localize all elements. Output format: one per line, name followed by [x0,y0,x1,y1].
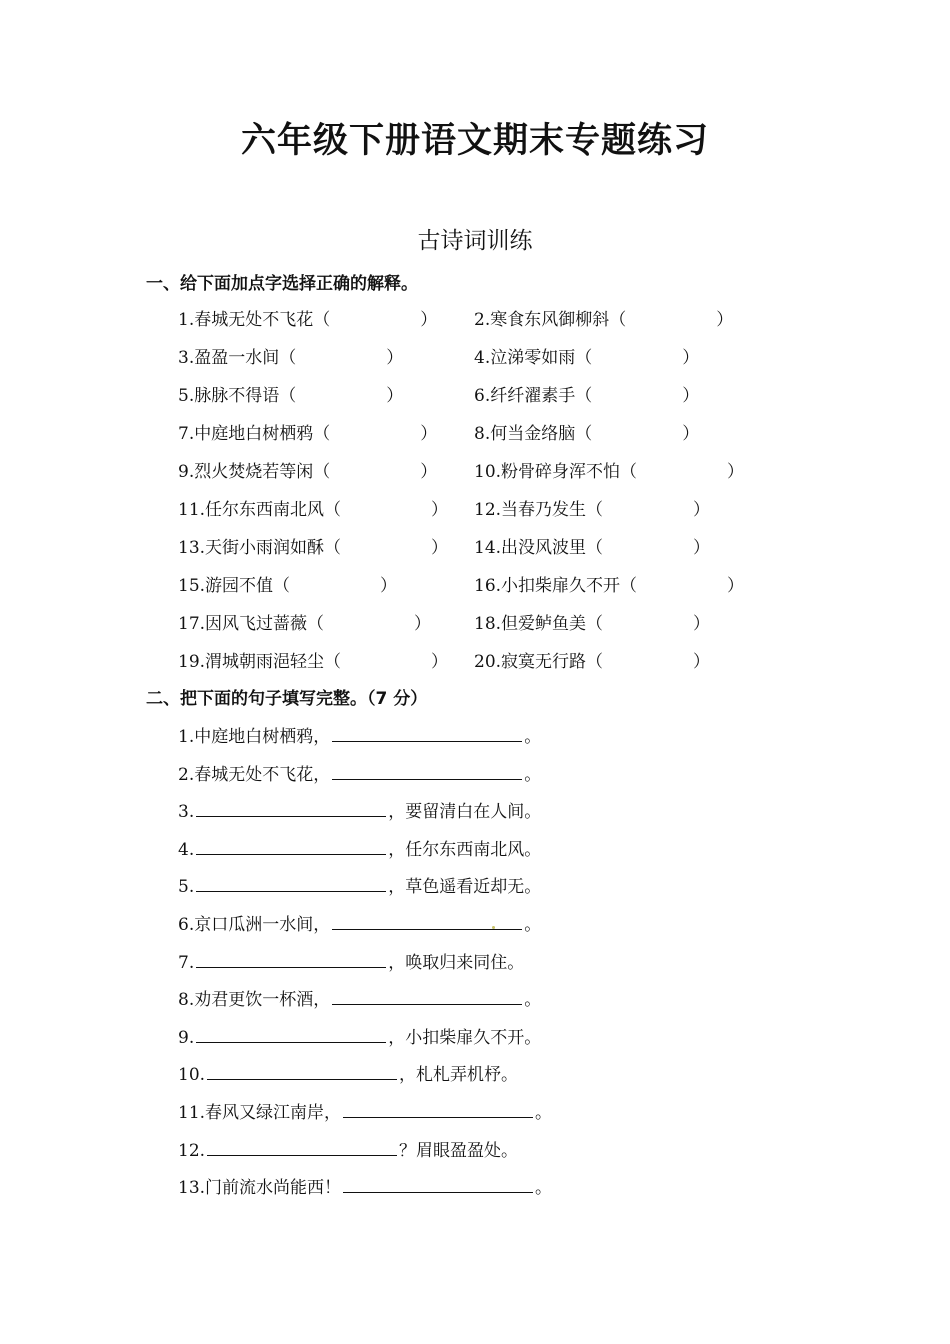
gloss-item-text: 19.渭城朝雨浥轻尘（ [178,652,342,672]
fill-blank[interactable] [332,723,522,742]
gloss-item-close: ） [682,386,700,406]
gloss-item-close: ） [431,538,449,558]
fill-item-after: 。 [524,990,542,1010]
fill-item-after: ，唤取归来同住。 [388,953,525,973]
fill-item-before: 12. [178,1141,206,1161]
gloss-item-close: ） [693,538,711,558]
gloss-item [474,535,710,561]
section1-heading: 一、给下面加点字选择正确的解释。 [146,274,418,294]
gloss-item-text: 8.何当金络脑（ [474,424,593,444]
fill-item [178,761,541,788]
fill-item-before: 11.春风又绿江南岸， [178,1103,342,1123]
fill-item-before: 13.门前流水尚能西！ [178,1178,342,1198]
gloss-item [474,345,699,371]
gloss-item-close: ） [682,348,700,368]
gloss-item-text: 1.春城无处不飞花（ [178,310,331,330]
gloss-item-close: ） [727,576,745,596]
gloss-item-close: ） [431,652,449,672]
gloss-item [178,307,437,333]
page-subtitle: 古诗词训练 [417,228,533,254]
fill-blank[interactable] [196,1024,386,1043]
gloss-item-text: 7.中庭地白树栖鸦（ [178,424,331,444]
fill-blank[interactable] [196,873,386,892]
gloss-item [178,421,437,447]
fill-blank[interactable] [196,949,386,968]
fill-item [178,911,541,938]
gloss-item-close: ） [693,500,711,520]
gloss-item-close: ） [420,310,438,330]
gloss-item [474,649,710,675]
fill-item-before: 7. [178,953,195,973]
gloss-item-close: ） [716,310,734,330]
gloss-item-close: ） [431,500,449,520]
section2-heading: 二、把下面的句子填写完整。（7 分） [146,689,428,709]
gloss-item [178,573,397,599]
fill-item [178,723,541,750]
fill-blank[interactable] [332,986,522,1005]
fill-item-after: ，任尔东西南北风。 [388,840,542,860]
gloss-item [178,383,403,409]
fill-item-after: 。 [535,1178,553,1198]
gloss-item [474,497,710,523]
stray-mark [492,926,495,929]
gloss-item-close: ） [693,614,711,634]
fill-item-before: 6.京口瓜洲一水间， [178,915,331,935]
fill-item-before: 9. [178,1028,195,1048]
gloss-item-text: 17.因风飞过蔷薇（ [178,614,325,634]
gloss-item [474,421,699,447]
fill-item-after: ，小扣柴扉久不开。 [388,1028,542,1048]
fill-item [178,1061,518,1088]
fill-item-before: 2.春城无处不飞花， [178,765,331,785]
fill-item-after: 。 [524,915,542,935]
gloss-item [474,459,744,485]
gloss-item-text: 6.纤纤濯素手（ [474,386,593,406]
gloss-item [474,573,744,599]
fill-item-after: 。 [535,1103,553,1123]
gloss-item [474,307,733,333]
fill-item [178,836,541,863]
gloss-item-text: 15.游园不值（ [178,576,291,596]
gloss-item-text: 14.出没风波里（ [474,538,604,558]
fill-item [178,798,541,825]
gloss-item-text: 2.寒食东风御柳斜（ [474,310,627,330]
fill-item [178,1137,518,1164]
fill-item [178,1024,541,1051]
gloss-item [474,383,699,409]
gloss-item [178,497,448,523]
fill-item [178,1174,552,1201]
fill-item-after: 。 [524,727,542,747]
fill-blank[interactable] [332,761,522,780]
fill-item-before: 3. [178,802,195,822]
gloss-item-close: ） [414,614,432,634]
gloss-item-close: ） [682,424,700,444]
gloss-item-text: 12.当春乃发生（ [474,500,604,520]
fill-item-before: 1.中庭地白树栖鸦， [178,727,331,747]
gloss-item-text: 10.粉骨碎身浑不怕（ [474,462,638,482]
gloss-item-close: ） [727,462,745,482]
gloss-item-text: 9.烈火焚烧若等闲（ [178,462,331,482]
gloss-item-text: 5.脉脉不得语（ [178,386,297,406]
gloss-item-text: 20.寂寞无行路（ [474,652,604,672]
page-title: 六年级下册语文期末专题练习 [240,121,709,161]
gloss-item-text: 11.任尔东西南北风（ [178,500,342,520]
gloss-item [178,611,431,637]
gloss-item-close: ） [420,424,438,444]
fill-blank[interactable] [207,1137,397,1156]
gloss-item [474,611,710,637]
gloss-item [178,345,403,371]
gloss-item-close: ） [386,348,404,368]
gloss-item-close: ） [380,576,398,596]
fill-item-after: ？眉眼盈盈处。 [399,1141,519,1161]
fill-item-before: 10. [178,1065,206,1085]
fill-item-after: ，草色遥看近却无。 [388,877,542,897]
fill-item-before: 4. [178,840,195,860]
gloss-item-text: 16.小扣柴扉久不开（ [474,576,638,596]
fill-item-before: 5. [178,877,195,897]
gloss-item-text: 4.泣涕零如雨（ [474,348,593,368]
fill-blank[interactable] [343,1174,533,1193]
fill-item [178,986,541,1013]
gloss-item [178,535,448,561]
gloss-item [178,649,448,675]
fill-blank[interactable] [196,836,386,855]
fill-blank[interactable] [343,1099,533,1118]
fill-item-after: ，要留清白在人间。 [388,802,542,822]
fill-blank[interactable] [196,798,386,817]
fill-item [178,1099,552,1126]
fill-item-before: 8.劝君更饮一杯酒， [178,990,331,1010]
gloss-item-close: ） [386,386,404,406]
gloss-item-text: 13.天街小雨润如酥（ [178,538,342,558]
fill-item [178,949,524,976]
gloss-item-text: 3.盈盈一水间（ [178,348,297,368]
gloss-item-close: ） [693,652,711,672]
fill-item [178,873,541,900]
gloss-item-close: ） [420,462,438,482]
gloss-item-text: 18.但爱鲈鱼美（ [474,614,604,634]
fill-blank[interactable] [207,1061,397,1080]
gloss-item [178,459,437,485]
fill-item-after: 。 [524,765,542,785]
fill-item-after: ，札札弄机杼。 [399,1065,519,1085]
